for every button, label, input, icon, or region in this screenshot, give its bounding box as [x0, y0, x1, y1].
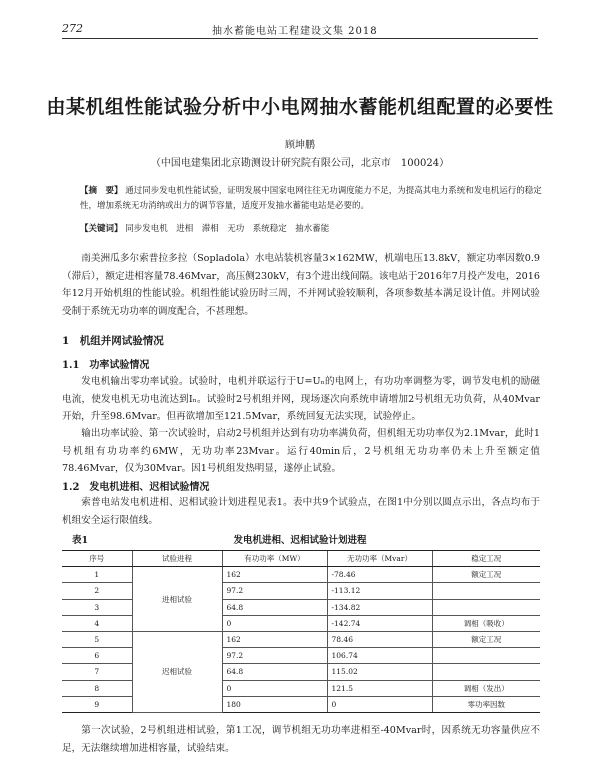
- row-active-power: 0: [222, 615, 327, 631]
- row-reactive-power: 0: [327, 696, 432, 712]
- row-reactive-power: 115.02: [327, 664, 432, 680]
- row-active-power: 97.2: [222, 583, 327, 599]
- row-condition: [432, 599, 540, 615]
- row-active-power: 180: [222, 696, 327, 712]
- table-row: [62, 631, 540, 647]
- row-active-power: 0: [222, 680, 327, 696]
- article-title: 由某机组性能试验分析中小电网抽水蓄能机组配置的必要性: [46, 96, 554, 118]
- row-reactive-power: 121.5: [327, 680, 432, 696]
- keywords-text: 同步发电机 进相 滞相 无功 系统稳定 抽水蓄能: [125, 224, 330, 234]
- row-condition: 调相（吸收）: [432, 615, 540, 631]
- row-no: 7: [62, 664, 132, 680]
- row-no: 3: [62, 599, 132, 615]
- author-name: 顾坤鹏: [285, 140, 315, 151]
- row-reactive-power: 78.46: [327, 631, 432, 647]
- row-condition: [432, 648, 540, 664]
- section-1-1-paragraph-2: 输出功率试验、第一次试验时，启动2号机组并达到有功功率满负荷，但机组无功功率仅为2.1Mvar，此时1号机组有功功率约6MW，无功功率23Mvar。运行40min后，2号机组无功功率仍未上升至额定值78.46Mvar，仅为30Mvar。因1号机组发热明显，遂停止试验。: [62, 428, 540, 474]
- section-1-2-heading: 1.2 发电机进相、迟相试验情况: [62, 482, 210, 493]
- section-1-1-paragraph-1: 发电机输出零功率试验。试验时，电机并联运行于U=Uₙ的电网上，有功功率调整为零，调节发电机的励磁电流，使发电机无功电流达到Iₙ。试验时2号机组并网，现场逐次向系统申请增加2号机组无功负荷，从40Mvar开始，升至98.6Mvar。但再欲增加至121.5Mvar，系统回复无法实现，试验停止。: [62, 376, 540, 422]
- running-header: [62, 22, 538, 38]
- row-reactive-power: -78.46: [327, 567, 432, 583]
- row-active-power: 162: [222, 631, 327, 647]
- row-condition: 额定工况: [432, 631, 540, 647]
- row-condition: 调相（发出）: [432, 680, 540, 696]
- keywords: [80, 222, 550, 237]
- row-active-power: 64.8: [222, 599, 327, 615]
- row-reactive-power: 106.74: [327, 648, 432, 664]
- table-caption: 发电机进相、迟相试验计划进程: [233, 535, 367, 546]
- abstract-label: 【摘 要】: [80, 186, 123, 196]
- group-lagging-phase: 迟相试验: [132, 631, 222, 712]
- abstract-text: 通过同步发电机性能试验，证明发展中国家电网往往无功调度能力不足，为提高其电力系统和发电机运行的稳定性，增加系统无功消纳或出力的调节容量，适度开发抽水蓄能电站是必要的。: [80, 186, 542, 211]
- row-reactive-power: -134.82: [327, 599, 432, 615]
- intro-paragraph: 南美洲瓜多尔索普拉多拉（Sopladola）水电站装机容量3×162MW，机端电压13.8kV，额定功率因数0.9（滞后），额定进相容量78.46Mvar，高压侧230kV，有3个进出线间隔。该电站于2016年7月投产发电，2016年12月开始机组的性能试验。机组性能试验历时三周，不并网试验较顺利，各项参数基本满足设计值。并网试验受制于系统无功功率的调度配合，不甚理想。: [62, 253, 540, 317]
- abstract: [80, 184, 550, 214]
- row-no: 8: [62, 680, 132, 696]
- header-reactive-power: 无功功率（Mvar）: [327, 551, 432, 567]
- header-stable-condition: 稳定工况: [432, 551, 540, 567]
- journal-title: 抽水蓄能电站工程建设文集 2018: [212, 26, 378, 37]
- row-reactive-power: -113.12: [327, 583, 432, 599]
- row-active-power: 97.2: [222, 648, 327, 664]
- row-condition: [432, 583, 540, 599]
- row-condition: 零功率因数: [432, 696, 540, 712]
- table-row: [62, 567, 540, 583]
- page-number: 272: [62, 22, 83, 35]
- table-header-row: [62, 551, 540, 567]
- row-active-power: 64.8: [222, 664, 327, 680]
- section-1-heading: 1 机组并网试验情况: [62, 335, 164, 347]
- row-no: 1: [62, 567, 132, 583]
- row-active-power: 162: [222, 567, 327, 583]
- section-1-2-paragraph: 索普电站发电机进相、迟相试验计划进程见表1。表中共9个试验点，在图1中分别以圆点示出，各点均布于机组安全运行限值线。: [62, 497, 540, 526]
- closing-paragraph: 第一次试验，2号机组进相试验，第1工况，调节机组无功功率进相至-40Mvar时，因系统无功容量供应不足，无法继续增加进相容量，试验结束。: [62, 725, 540, 754]
- section-1-1-heading: 1.1 功率试验情况: [62, 360, 150, 371]
- row-reactive-power: -142.74: [327, 615, 432, 631]
- test-plan-table: [62, 550, 540, 713]
- table-label: 表1: [72, 535, 89, 546]
- header-process: 试验进程: [132, 551, 222, 567]
- keywords-label: 【关键词】: [80, 224, 123, 234]
- row-no: 5: [62, 631, 132, 647]
- row-no: 2: [62, 583, 132, 599]
- row-no: 4: [62, 615, 132, 631]
- row-condition: [432, 664, 540, 680]
- group-leading-phase: 进相试验: [132, 567, 222, 632]
- row-no: 9: [62, 696, 132, 712]
- author-affiliation: （中国电建集团北京勘测设计研究院有限公司，北京市 100024）: [150, 158, 450, 169]
- header-rule: [62, 38, 538, 39]
- header-no: 序号: [62, 551, 132, 567]
- row-no: 6: [62, 648, 132, 664]
- row-condition: 额定工况: [432, 567, 540, 583]
- header-active-power: 有功功率（MW）: [222, 551, 327, 567]
